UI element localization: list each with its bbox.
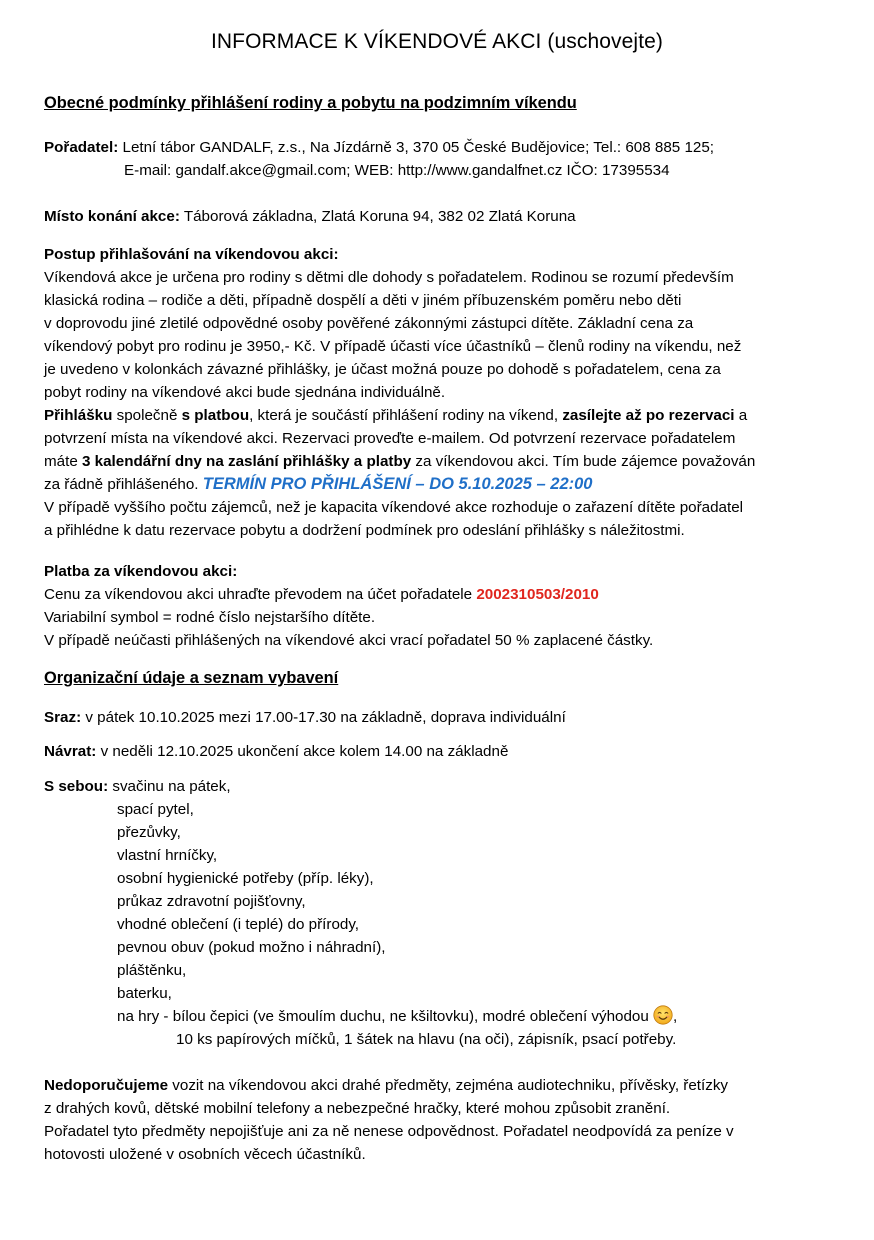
not-recommended-line: z drahých kovů, dětské mobilní telefony a nebezpečné hračky, které mohou způsobit zranění. [44,1100,671,1117]
packing-label: S sebou: [44,778,109,795]
venue-block [44,205,844,228]
venue-text: Táborová základna, Zlatá Koruna 94, 382 02 Zlatá Koruna [179,208,576,225]
not-recommended-line: Pořadatel tyto předměty nepojišťuje ani za ně nenese odpovědnost. Pořadatel neodpovídá za peníze v [44,1123,734,1140]
venue-label: Místo konání akce: [44,208,180,225]
not-recommended-label: Nedoporučujeme [44,1077,169,1094]
packing-item: vhodné oblečení (i teplé) do přírody, [117,916,360,933]
registration-deadline: TERMÍN PRO PŘIHLÁŠENÍ – DO 5.10.2025 – 22:00 [202,475,593,493]
meet-label: Sraz: [44,709,82,726]
meet-line [44,706,844,729]
capacity-line: V případě vyššího počtu zájemců, než je kapacita víkendové akce rozhoduje o zařazení dítěte pořadatel [44,499,744,516]
not-recommended-block [44,1074,844,1166]
document-title: INFORMACE K VÍKENDOVÉ AKCI (uschovejte) [210,30,664,53]
packing-games-text: na hry - bílou čepici (ve šmoulím duchu, ne kšiltovku), modré oblečení výhodou [117,1008,654,1025]
return-block [44,740,844,763]
not-recommended-line: hotovosti uložené v osobních věcech účastníků. [44,1146,366,1163]
procedure-line: Víkendová akce je určena pro rodiny s dětmi dle dohody s pořadatelem. Rodinou se rozumí především [44,269,734,286]
payment-heading [44,560,844,583]
procedure-line: pobyt rodiny na víkendové akci bude sjednána individuálně. [44,384,446,401]
payment-line-2: Variabilní symbol = rodné číslo nejstaršího dítěte. [44,609,376,626]
packing-item: vlastní hrníčky, [117,847,218,864]
packing-item: baterku, [117,985,172,1002]
application-text: a [734,407,748,424]
packing-item: pláštěnku, [117,962,187,979]
packing-item: spací pytel, [117,801,194,818]
application-text: , která je součástí přihlášení rodiny na víkend, [249,407,563,424]
bank-account-number: 2002310503/2010 [476,586,599,603]
application-text: společně [112,407,182,424]
packing-item: osobní hygienické potřeby (příp. léky), [117,870,374,887]
procedure-heading [44,243,844,266]
application-line-3 [44,450,844,473]
not-recommended-text: vozit na víkendovou akci drahé předměty, zejména audiotechniku, přívěsky, řetízky [168,1077,729,1094]
smiling-face-icon [653,1005,673,1025]
application-text: máte [44,453,82,470]
application-keyword: Přihlášku [44,407,113,424]
application-keyword: 3 kalendářní dny na zaslání přihlášky a platby [81,453,412,470]
organizer-label: Pořadatel: [44,139,119,156]
packing-item: přezůvky, [117,824,181,841]
organizer-line-2: E-mail: gandalf.akce@gmail.com; WEB: http://www.gandalfnet.cz IČO: 17395534 [124,162,670,179]
procedure-line: víkendový pobyt pro rodinu je 3950,- Kč. V případě účasti více účastníků – členů rodiny na víkendu, než [44,338,742,355]
packing-item: průkaz zdravotní pojišťovny, [117,893,306,910]
organizer-line-1 [44,136,844,159]
organizer-block [44,136,844,182]
payment-text: Cenu za víkendovou akci uhraďte převodem na účet pořadatele [44,586,477,603]
return-text: v neděli 12.10.2025 ukončení akce kolem 14.00 na základně [96,743,509,760]
return-line [44,740,844,763]
return-label: Návrat: [44,743,97,760]
venue-line [44,205,844,228]
meet-block [44,706,844,729]
packing-item: pevnou obuv (pokud možno i náhradní), [117,939,386,956]
procedure-label: Postup přihlašování na víkendovou akci: [44,246,339,263]
organizer-text: Letní tábor GANDALF, z.s., Na Jízdárně 3, 370 05 České Budějovice; Tel.: 608 885 125; [118,139,715,156]
procedure-line: v doprovodu jiné zletilé odpovědné osoby pověřené zákonnými zástupci dítěte. Základní cena za [44,315,694,332]
capacity-line: a přihlédne k datu rezervace pobytu a dodržení podmínek pro odeslání přihlášky s náležitostmi. [44,522,685,539]
section-organization-heading: Organizační údaje a seznam vybavení [44,669,339,687]
packing-first-line [44,775,844,798]
not-recommended-line-1 [44,1074,844,1097]
packing-list-block [44,775,844,1051]
application-line-2: potvrzení místa na víkendové akci. Rezervaci proveďte e-mailem. Od potvrzení rezervace pořadatelem [44,430,736,447]
meet-text: v pátek 10.10.2025 mezi 17.00-17.30 na základně, doprava individuální [81,709,566,726]
packing-games-comma: , [673,1008,678,1025]
procedure-line: klasická rodina – rodiče a děti, případně dospělí a děti v jiném příbuzenském poměru nebo děti [44,292,682,309]
application-line-1 [44,404,844,427]
payment-label: Platba za víkendovou akci: [44,563,238,580]
section-general-heading-block [44,92,844,115]
section-general-heading: Obecné podmínky přihlášení rodiny a pobytu na podzimním víkendu [44,94,577,112]
procedure-line: je uvedeno v kolonkách závazné přihlášky, je účast možná pouze po dohodě s pořadatelem, cena za [44,361,721,378]
application-text: za víkendovou akci. Tím bude zájemce považován [411,453,756,470]
application-text: za řádně přihlášeného. [44,476,203,493]
application-keyword: zasílejte až po rezervaci [562,407,735,424]
packing-item-games-2: 10 ks papírových míčků, 1 šátek na hlavu (na oči), zápisník, psací potřeby. [176,1031,677,1048]
section-organization-heading-block [44,667,844,690]
application-line-4 [44,473,844,496]
payment-line-3: V případě neúčasti přihlášených na víkendové akci vrací pořadatel 50 % zaplacené částky. [44,632,654,649]
packing-item: svačinu na pátek, [108,778,231,795]
procedure-block [44,243,844,542]
packing-item-games [44,1005,844,1028]
payment-block [44,560,844,652]
payment-line-1 [44,583,844,606]
application-keyword: s platbou [181,407,250,424]
